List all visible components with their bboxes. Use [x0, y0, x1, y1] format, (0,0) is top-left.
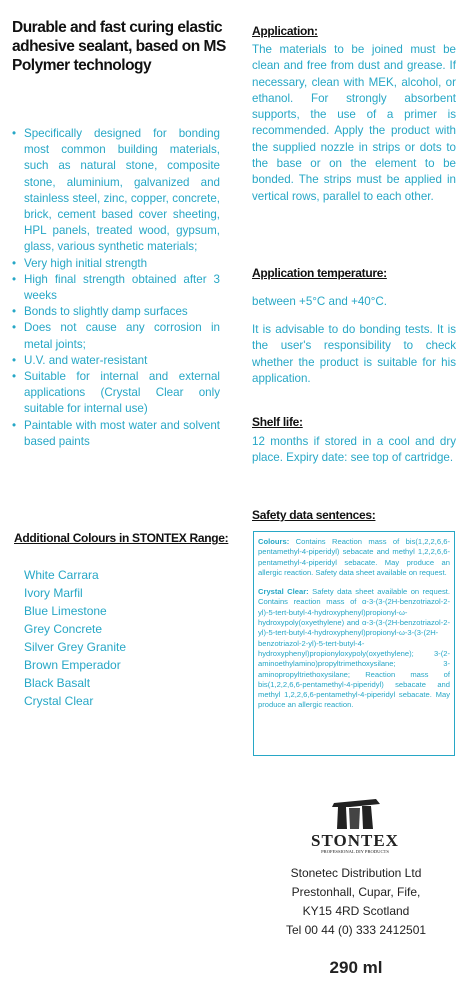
address-line: Tel 00 44 (0) 333 2412501 [285, 923, 427, 937]
temperature-heading: Application temperature: [252, 266, 387, 280]
colour-item: Brown Emperador [24, 658, 121, 672]
dolmen-icon [332, 799, 380, 829]
product-title: Durable and fast curing elastic adhesive sealant, based on MS Polymer technology [12, 19, 226, 74]
feature-item: • Bonds to slightly damp surfaces [12, 304, 220, 320]
feature-item: • Paintable with most water and solvent based paints [12, 418, 220, 450]
feature-list [12, 126, 220, 450]
colour-item: Blue Limestone [24, 604, 107, 618]
safety-clear-text: Safety data sheet available on request. Contains reaction mass of α-3-(3-(2H-benzotriazol-2-yl)-5-tert-butyl-4-hydroxyphenyl)propionyl-ω-hydroxypoly(oxyethylene) and α-3-(3-(2H-benzotriazol-2-yl)-5-tert-butyl-4-hydroxyphenyl)propionyl-ω-3-(3-(2H-benzotriazol-2-yl)-5-tert-butyl-4-hydroxyphenyl)propionyloxypoly(oxyethylene); 3-(2-aminoethylamino)propyltrimethoxysilane; 3-aminopropyltriethoxysilane; Reaction mass of bis(1,2,2,6,6-pentamethyl-4-piperidyl) sebacate and methyl 1,2,2,6,6-pentamethyl-4-piperidyl sebacate. May produce an allergic reaction. [258, 587, 450, 710]
colour-item: Crystal Clear [24, 694, 94, 708]
safety-clear-paragraph [258, 587, 450, 711]
shelf-life-text: 12 months if stored in a cool and dry place. Expiry date: see top of cartridge. [252, 435, 456, 465]
application-text: The materials to be joined must be clean and free from dust and grease. If necessary, clean with MEK, alcohol, or ethanol. For strongly absorbent supports, the use of a primer is recommended. Apply the product with the supplied nozzle in strips or dots to the base or on the element to be bonded. The strips must be applied in vertical rows, parallel to each other. [252, 43, 456, 203]
colour-item: Ivory Marfil [24, 586, 83, 600]
colours-list [24, 566, 126, 710]
stontex-logo [290, 795, 420, 855]
feature-item: • Does not cause any corrosion in metal joints; [12, 320, 220, 352]
brand-name: STONTEX [311, 831, 399, 850]
colour-item: Silver Grey Granite [24, 640, 127, 654]
safety-colours-paragraph [258, 537, 450, 578]
feature-item: • Very high initial strength [12, 256, 220, 272]
colour-item: Grey Concrete [24, 622, 103, 636]
temperature-range: between +5°C and +40°C. [252, 295, 387, 308]
brand-tagline: PROFESSIONAL DIY PRODUCTS [321, 849, 389, 854]
feature-item: • Suitable for internal and external applications (Crystal Clear only suitable for internal use) [12, 369, 220, 418]
safety-colours-label: Colours: [258, 537, 290, 546]
safety-clear-label: Crystal Clear: [258, 587, 309, 597]
address-line: Prestonhall, Cupar, Fife, [291, 885, 421, 899]
safety-heading: Safety data sentences: [252, 508, 376, 522]
address-line: Stonetec Distribution Ltd [290, 866, 422, 880]
temperature-note: It is advisable to do bonding tests. It is the user's responsibility to check whether the product is suitable for his application. [252, 323, 456, 385]
distributor-address [250, 864, 462, 940]
volume-label: 290 ml [329, 958, 383, 977]
feature-item: • Specifically designed for bonding most common building materials, such as natural stone, composite stone, aluminium, galvanized and stainless steel, zinc, copper, concrete, brick, cement based cover sheeting, HPL panels, treated wood, gypsum, glass, various synthetic materials; [12, 126, 220, 256]
feature-item: • High final strength obtained after 3 weeks [12, 272, 220, 304]
colours-heading: Additional Colours in STONTEX Range: [14, 531, 229, 545]
feature-item: • U.V. and water-resistant [12, 353, 220, 369]
colour-item: White Carrara [24, 568, 99, 582]
shelf-life-heading: Shelf life: [252, 415, 303, 429]
application-heading: Application: [252, 24, 318, 38]
safety-colours-text: Contains Reaction mass of bis(1,2,2,6,6-pentamethyl-4-piperidyl) sebacate and methyl 1,2,2,6,6-pentamethyl-4-piperidyl sebacate. May produce an allergic reaction. Safety data sheet available on request. [258, 537, 450, 577]
safety-box [253, 531, 455, 756]
colour-item: Black Basalt [24, 676, 91, 690]
address-line: KY15 4RD Scotland [302, 904, 410, 918]
